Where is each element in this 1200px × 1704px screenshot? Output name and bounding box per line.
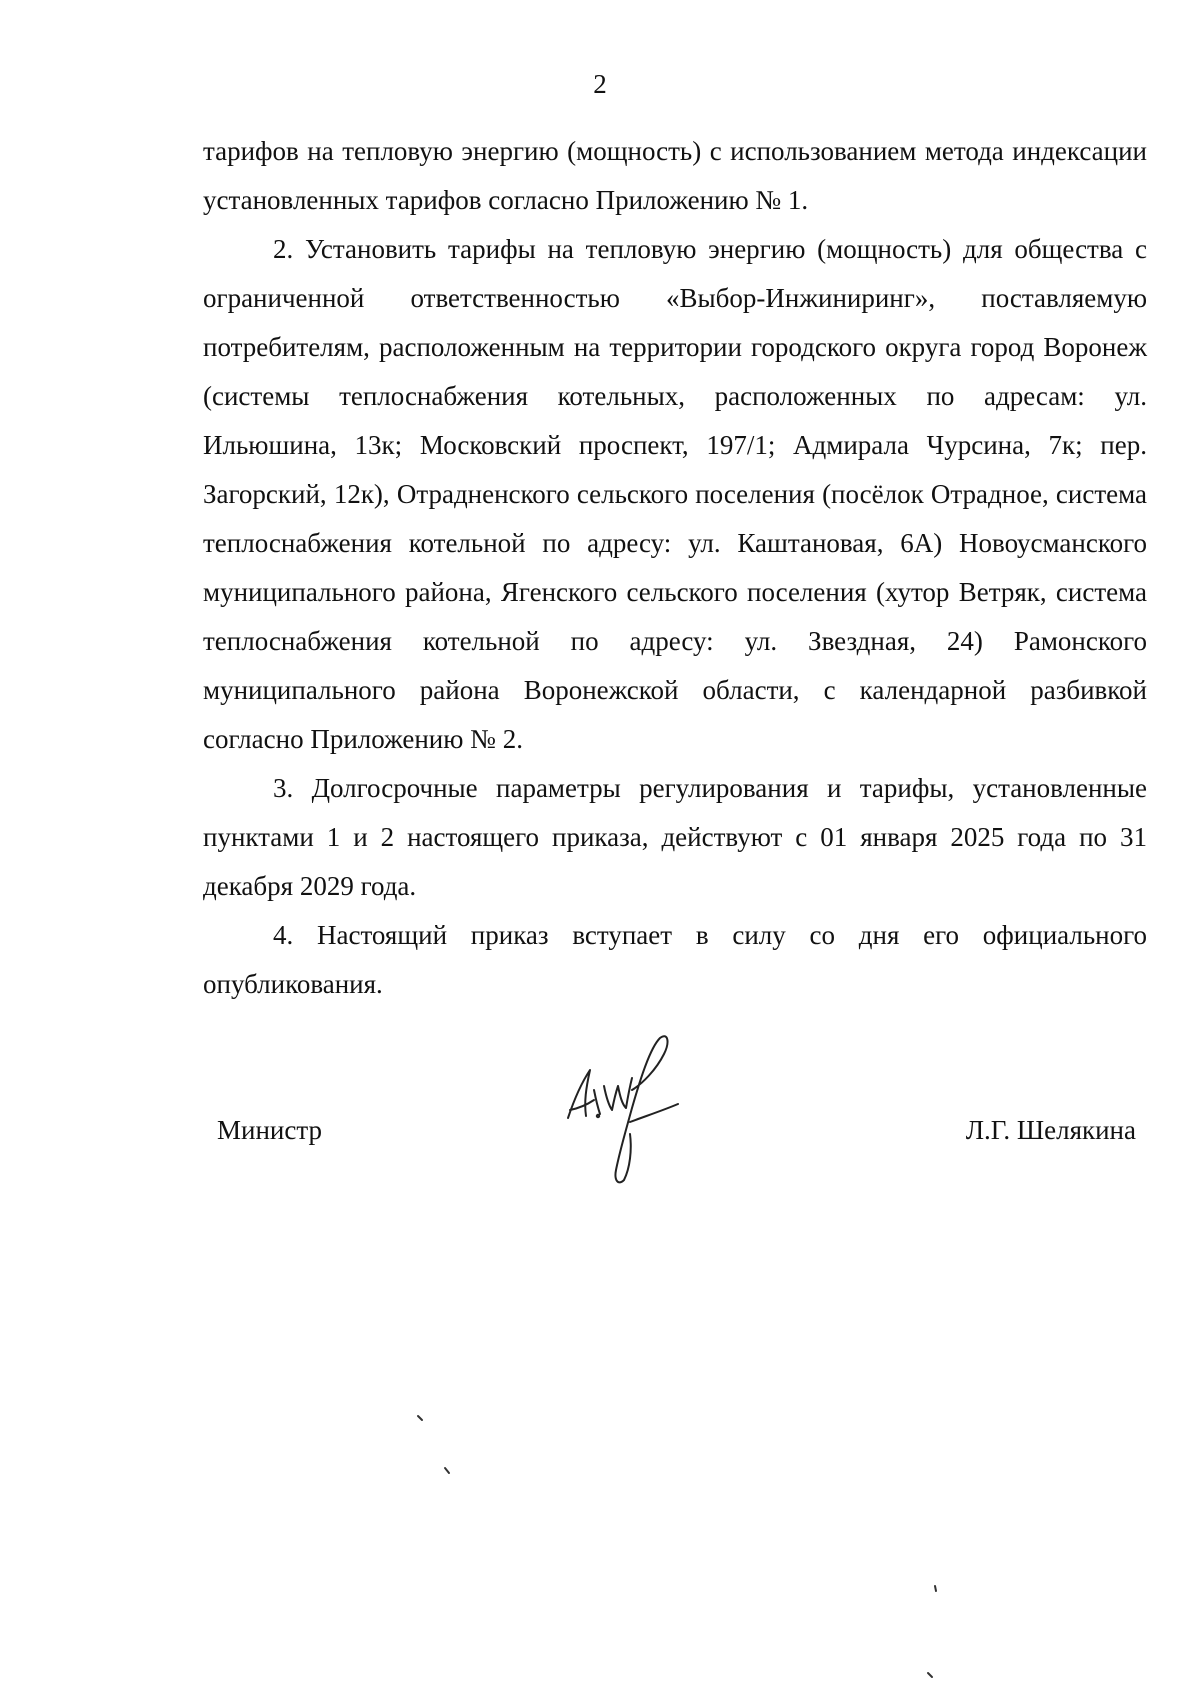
paragraph-item-3: 3. Долгосрочные параметры регулирования и тарифы, установленные пунктами 1 и 2 настоящего приказа, действуют с 01 января 2025 года по 31 декабря 2029 года. [203,773,1147,901]
document-body [203,127,1147,1009]
paragraph-item-4: 4. Настоящий приказ вступает в силу со дня его официального опубликования. [203,920,1147,999]
paragraph-continuation: тарифов на тепловую энергию (мощность) с использованием метода индексации установленных тарифов согласно Приложению № 1. [203,136,1147,215]
page-number: 2 [593,69,607,99]
paragraph-item-2: 2. Установить тарифы на тепловую энергию (мощность) для общества с ограниченной ответственностью «Выбор-Инжиниринг», поставляемую потребителям, расположенным на территории городского округа город Воронеж (системы теплоснабжения котельных, расположенных по адресам: ул. Ильюшина, 13к; Московский проспект, 197/1; Адмирала Чурсина, 7к; пер. Загорский, 12к), Отрадненского сельского поселения (посёлок Отрадное, система теплоснабжения котельной по адресу: ул. Каштановая, 6А) Новоусманского муниципального района, Ягенского сельского поселения (хутор Ветряк, система теплоснабжения котельной по адресу: ул. Звездная, 24) Рамонского муниципального района Воронежской области, с календарной разбивкой согласно Приложению № 2. [203,234,1147,754]
signature-block [0,1110,1200,1160]
signatory-name: Л.Г. Шелякина [965,1115,1136,1145]
signatory-title: Министр [217,1115,322,1145]
